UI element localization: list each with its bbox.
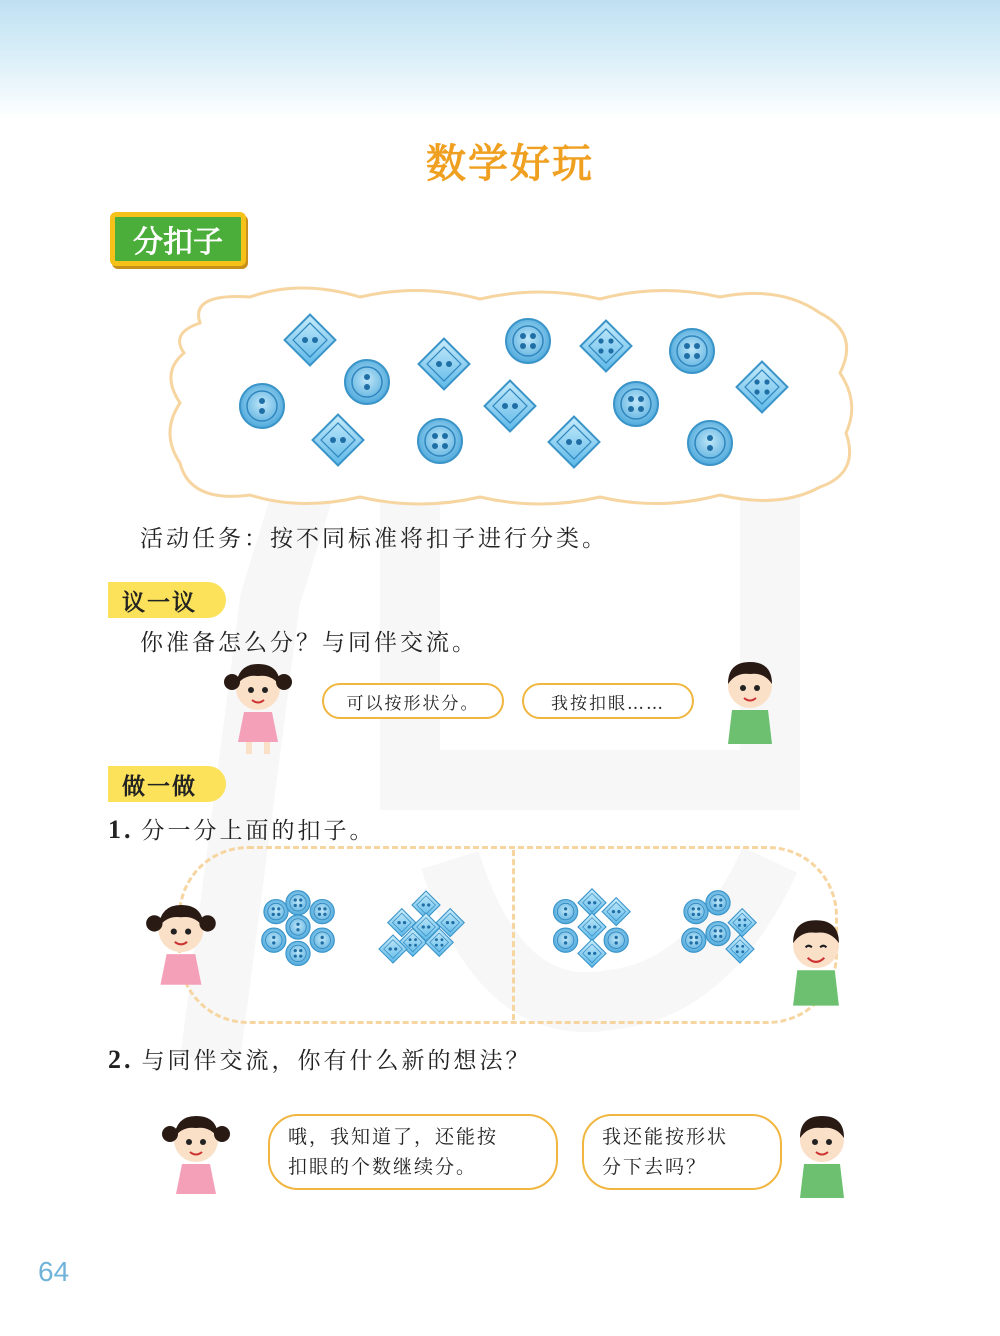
boy-character-icon [764,914,868,1014]
discuss-question: 你准备怎么分？与同伴交流。 [140,630,478,656]
sorting-divider [512,850,515,1020]
boy-speech-bubble: 我按扣眼…… [522,683,694,719]
page-title: 数学好玩 [426,141,594,187]
step-1 [108,812,376,845]
step-2-number: 2. [108,1045,134,1074]
step-2 [108,1042,532,1075]
girl-speech-bubble: 可以按形状分。 [322,683,504,719]
boy-character-icon [784,1108,860,1208]
sorting-frame [178,846,838,1024]
girl-character-icon [140,900,226,1000]
section-badge: 分扣子 [110,212,246,266]
girl-character-icon [218,660,302,756]
boy-speech-line-1: 我还能按形状 [602,1126,729,1148]
do-label: 做一做 [108,766,226,802]
boy-speech-line-2: 分下去吗？ [602,1156,708,1178]
sky-header-band [0,0,1000,120]
boy-speech-bubble [582,1114,782,1190]
step-1-number: 1. [108,815,134,844]
button-cloud-frame [160,283,860,513]
girl-speech-line-1: 哦，我知道了，还能按 [288,1126,499,1148]
activity-task-text: 活动任务：按不同标准将扣子进行分类。 [140,526,608,552]
girl-speech-bubble [268,1114,558,1190]
page-number: 64 [38,1256,70,1287]
step-2-text: 与同伴交流，你有什么新的想法？ [141,1048,532,1074]
boy-character-icon [712,656,788,752]
girl-speech-line-2: 扣眼的个数继续分。 [288,1156,478,1178]
step-1-text: 分一分上面的扣子。 [141,818,376,844]
girl-character-icon [156,1110,240,1210]
discuss-label: 议一议 [108,582,226,618]
